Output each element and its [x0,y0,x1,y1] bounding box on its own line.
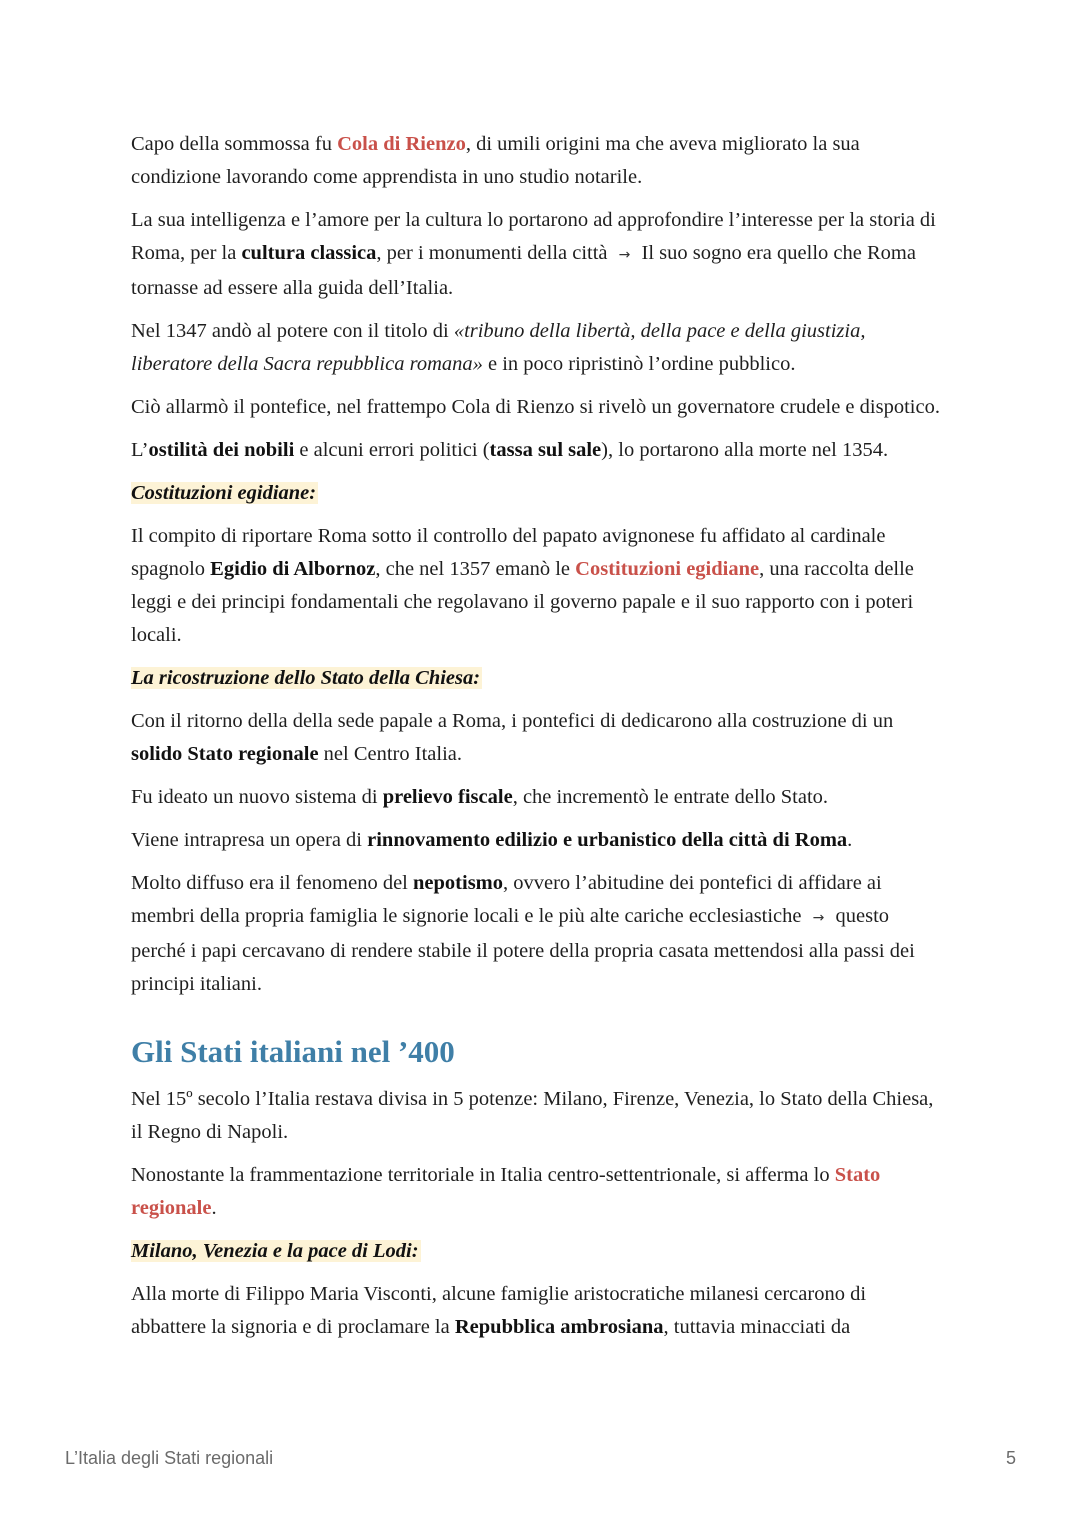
paragraph-ostilita: L’ostilità dei nobili e alcuni errori politici (tassa sul sale), lo portarono alla morte nel 1354. [131,439,889,461]
highlight-term: Cola di Rienzo [337,133,466,155]
highlight-term: Costituzioni egidiane [575,558,760,580]
paragraph-cola-di-rienzo: Capo della sommossa fu Cola di Rienzo, di umili origini ma che aveva migliorato la sua condizione lavorando come apprendista in uno studio notarile. [131,133,860,188]
footer-title: L’Italia degli Stati regionali [65,1448,274,1468]
bold-term: Egidio di Albornoz [210,558,376,580]
bold-term: tassa sul sale [489,439,602,461]
section-heading: Gli Stati italiani nel ’400 [131,1034,455,1069]
bold-term: rinnovamento edilizio e urbanistico della città di Roma [367,829,848,851]
highlight-term: Stato regionale [131,1164,881,1219]
bold-term: Repubblica ambrosiana [454,1316,664,1338]
paragraph-ritorno: Con il ritorno della della sede papale a Roma, i pontefici di dedicarono alla costruzione di un solido Stato regionale nel Centro Italia. [131,710,894,765]
subheading-lodi: Milano, Venezia e la pace di Lodi: [131,1240,419,1262]
subheading-ricostruzione: La ricostruzione dello Stato della Chiesa: [131,667,481,689]
arrow-right-icon: → [812,910,825,926]
bold-term: solido Stato regionale [131,743,319,765]
bold-term: nepotismo [413,872,503,894]
italic-quote: «tribuno della libertà, della pace e della giustizia, liberatore della Sacra repubblica romana» [131,320,866,375]
page-number: 5 [1005,1448,1016,1468]
document-body [131,128,946,1354]
paragraph-albornoz: Il compito di riportare Roma sotto il controllo del papato avignonese fu affidato al cardinale spagnolo Egidio di Albornoz, che nel 1357 emanò le Costituzioni egidiane, una raccolta delle leggi e dei principi fondamentali che regolavano il governo papale e il suo rapporto con i poteri locali. [131,525,914,646]
bold-term: ostilità dei nobili [148,439,295,461]
paragraph-pontefice: Ciò allarmò il pontefice, nel frattempo Cola di Rienzo si rivelò un governatore crudele e dispotico. [131,396,940,418]
page-footer [65,1448,1016,1472]
bold-term: cultura classica [241,242,377,264]
paragraph-nepotismo: Molto diffuso era il fenomeno del nepotismo, ovvero l’abitudine dei pontefici di affidare ai membri della propria famiglia le signorie locali e le più alte cariche ecclesiastiche → questo perché i papi cercavano di rendere stabile il potere della propria casata mettendosi alla passi dei principi italiani. [131,872,915,995]
bold-term: prelievo fiscale [382,786,513,808]
paragraph-visconti: Alla morte di Filippo Maria Visconti, alcune famiglie aristocratiche milanesi cercarono di abbattere la signoria e di proclamare la Repubblica ambrosiana, tuttavia minacciati da [131,1283,867,1338]
paragraph-culture: La sua intelligenza e l’amore per la cultura lo portarono ad approfondire l’interesse per la storia di Roma, per la cultura classica, per i monumenti della città → Il suo sogno era quello che Roma tornasse ad essere alla guida dell’Italia. [131,209,936,299]
arrow-right-icon: → [618,247,631,263]
paragraph-fiscale: Fu ideato un nuovo sistema di prelievo fiscale, che incrementò le entrate dello Stato. [131,786,829,808]
paragraph-potenze: Nel 15º secolo l’Italia restava divisa in 5 potenze: Milano, Firenze, Venezia, lo Stato della Chiesa, il Regno di Napoli. [131,1088,934,1143]
subheading-costituzioni: Costituzioni egidiane: [131,482,317,504]
paragraph-rinnovamento: Viene intrapresa un opera di rinnovamento edilizio e urbanistico della città di Roma. [131,829,853,851]
paragraph-tribuno: Nel 1347 andò al potere con il titolo di «tribuno della libertà, della pace e della giustizia, liberatore della Sacra repubblica romana» e in poco ripristinò l’ordine pubblico. [131,320,866,375]
paragraph-frammentazione: Nonostante la frammentazione territoriale in Italia centro-settentrionale, si afferma lo Stato regionale. [131,1164,881,1219]
